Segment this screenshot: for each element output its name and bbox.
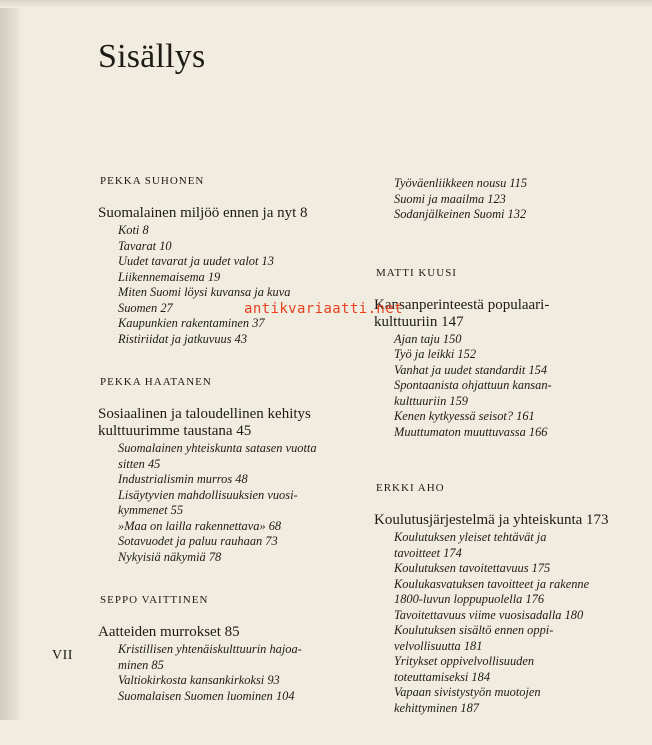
toc-entry: Suomi ja maailma 123 (394, 191, 506, 206)
toc-entry: Koulutuksen yleiset tehtävät ja (394, 530, 547, 544)
section-items (98, 642, 370, 704)
toc-entry: Koulukasvatuksen tavoitteet ja rakenne (394, 576, 590, 591)
toc-entry: Vapaan sivistystyön muotojen (394, 685, 541, 699)
toc-entry: Ristiriidat ja jatkuvuus 43 (118, 331, 248, 346)
toc-entry: tavoitteet 174 (394, 545, 462, 560)
section-items (374, 332, 644, 441)
toc-entry: Muuttumaton muuttuvassa 166 (394, 424, 548, 439)
toc-entry: Työ ja leikki 152 (394, 347, 477, 361)
toc-entry: velvollisuutta 181 (394, 638, 483, 653)
toc-entry: Tavoitettavuus viime vuosisadalla 180 (394, 607, 584, 622)
toc-entry: Koulutuksen sisältö ennen oppi- (394, 623, 554, 637)
page-number: VII (52, 648, 73, 663)
toc-entry: 1800-luvun loppupuolella 176 (394, 592, 545, 606)
toc-entry: kymmenet 55 (118, 503, 184, 517)
toc-entry: kehittyminen 187 (394, 700, 479, 715)
toc-entry: Tavarat 10 (118, 238, 172, 253)
section-author: SEPPO VAITTINEN (100, 594, 209, 606)
page-top-shadow (0, 0, 652, 8)
toc-entry: Sodanjälkeinen Suomi 132 (394, 207, 527, 221)
toc-section (374, 267, 644, 441)
toc-entry: kulttuuriin 159 (394, 393, 468, 408)
toc-entry: Koti 8 (118, 223, 149, 237)
toc-entry: toteuttamiseksi 184 (394, 669, 491, 684)
section-heading: Kansanperinteestä populaari-kulttuuriin 147 (374, 296, 550, 330)
section-author: PEKKA HAATANEN (100, 376, 212, 388)
toc-entry: Uudet tavarat ja uudet valot 13 (118, 254, 274, 268)
toc-right-column (374, 176, 644, 745)
page-title: Sisällys (98, 38, 206, 75)
toc-section (98, 594, 370, 704)
toc-entry: Kaupunkien rakentaminen 37 (118, 316, 265, 330)
section-heading: Koulutusjärjestelmä ja yhteiskunta 173 (374, 512, 609, 528)
section-items (374, 530, 644, 716)
section-heading: Sosiaalinen ja taloudellinen kehitys kulttuurimme taustana 45 (98, 406, 311, 439)
section-heading: Suomalainen miljöö ennen ja nyt 8 (98, 205, 308, 221)
toc-entry: Yritykset oppivelvollisuuden (394, 654, 535, 668)
section-heading: Aatteiden murrokset 85 (98, 624, 240, 640)
toc-entry: Lisäytyvien mahdollisuuksien vuosi- (118, 487, 298, 502)
toc-entry: Suomalainen yhteiskunta satasen vuotta (118, 441, 317, 455)
toc-entry: Liikennemaisema 19 (118, 269, 221, 284)
toc-entry: »Maa on lailla rakennettava» 68 (118, 518, 282, 533)
toc-entry: sitten 45 (118, 456, 161, 471)
toc-entry: Sotavuodet ja paluu rauhaan 73 (118, 534, 278, 548)
toc-left-column (98, 175, 370, 733)
toc-entry: Suomen 27 (118, 300, 173, 315)
toc-section (98, 175, 370, 347)
toc-entry: Kenen kytkyessä seisot? 161 (394, 409, 535, 423)
toc-entry: Vanhat ja uudet standardit 154 (394, 362, 548, 377)
toc-entry: Työväenliikkeen nousu 115 (394, 176, 528, 190)
toc-entry: Koulutuksen tavoitettavuus 175 (394, 561, 551, 575)
toc-entry: Miten Suomi löysi kuvansa ja kuva (118, 285, 291, 299)
toc-entry: minen 85 (118, 657, 164, 672)
toc-entry: Valtiokirkosta kansankirkoksi 93 (118, 673, 280, 687)
toc-entry: Suomalaisen Suomen luominen 104 (118, 688, 295, 703)
section-items (98, 223, 370, 347)
toc-entry: Ajan taju 150 (394, 331, 462, 346)
toc-entry: Nykyisiä näkymiä 78 (118, 549, 222, 564)
page-spine-shadow (0, 0, 20, 720)
section-items (98, 441, 370, 565)
toc-entry: Industrialismin murros 48 (118, 472, 248, 486)
toc-entry: Spontaanista ohjattuun kansan- (394, 378, 552, 392)
toc-entry: Kristillisen yhtenäiskulttuurin hajoa- (118, 642, 302, 656)
section-author: ERKKI AHO (376, 482, 445, 494)
section-items (374, 176, 644, 223)
toc-section-continued (374, 176, 644, 223)
section-author: MATTI KUUSI (376, 266, 457, 279)
toc-section (98, 376, 370, 565)
toc-section (374, 482, 644, 716)
watermark: antikvariaatti.net (244, 301, 403, 317)
section-author: PEKKA SUHONEN (100, 175, 205, 187)
